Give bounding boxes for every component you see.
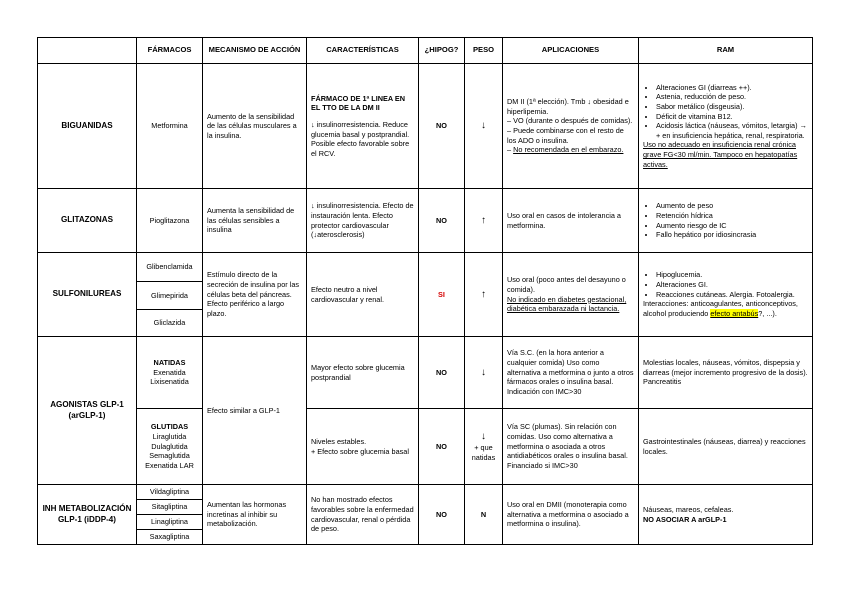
header-row — [38, 38, 813, 64]
peso-iddp4: N — [465, 485, 503, 545]
ram-iddp4 — [639, 485, 813, 545]
hipog-sulfonilureas: SI — [419, 253, 465, 337]
group-glitazonas: GLITAZONAS — [38, 189, 137, 253]
char-line: Niveles estables. — [311, 436, 367, 446]
header-mecanismo: MECANISMO DE ACCIÓN — [203, 38, 307, 64]
app-line: Uso oral (poco antes del desayuno o comida). — [507, 275, 626, 294]
ram-interactions-end: ?, ...). — [758, 308, 777, 318]
peso-glutidas-arrow: ↓ — [481, 431, 486, 443]
subgroup-natidas: NATIDAS — [153, 358, 186, 368]
drug-glibenclamida: Glibenclamida — [137, 253, 203, 282]
ram-item: • Acidosis láctica (náuseas, vómitos, letargia) → + en insuficiencia hepática, renal, respiratoria. — [656, 121, 808, 140]
characteristics-iddp4: No han mostrado efectos favorables sobre la enfermedad cardiovascular, renal o pérdida de peso. — [307, 485, 419, 545]
ram-list — [643, 201, 808, 240]
row-glutidas — [38, 409, 813, 485]
char-line: + Efecto sobre glucemia basal — [311, 446, 409, 456]
ram-item: • Astenia, reducción de peso. — [656, 92, 808, 102]
drug-dulaglutida: Dulaglutida — [151, 441, 188, 451]
ram-note-renal: Uso no adecuado en insuficiencia renal crónica grave FG<30 ml/min. Tampoco en hepatopatías activas. — [643, 140, 798, 169]
hipog-natidas: NO — [419, 337, 465, 409]
row-glitazonas — [38, 189, 813, 253]
characteristics-biguanidas — [307, 64, 419, 189]
applications-biguanidas — [503, 64, 639, 189]
group-sulfonilureas: SULFONILUREAS — [38, 253, 137, 337]
header-caracteristicas: CARACTERÍSTICAS — [307, 38, 419, 64]
peso-biguanidas: ↓ — [465, 64, 503, 189]
characteristics-natidas: Mayor efecto sobre glucemia postprandial — [307, 337, 419, 409]
app-warning-pregnancy: No indicado en diabetes gestacional, diabética embarazada ni lactancia. — [507, 294, 627, 314]
characteristics-glitazonas: ↓ insulinorresistencia. Efecto de instauración lenta. Efecto protector cardiovascular (↓aterosclerosis) — [307, 189, 419, 253]
row-natidas — [38, 337, 813, 409]
group-biguanidas: BIGUANIDAS — [38, 64, 137, 189]
mechanism-biguanidas: Aumento de la sensibilidad de las células musculares a la insulina. — [203, 64, 307, 189]
mechanism-sulfonilureas: Estímulo directo de la secreción de insulina por las células beta del páncreas. Efecto periférico a largo plazo. — [203, 253, 307, 337]
app-line: – VO (durante o después de comidas). — [507, 116, 633, 126]
app-line: – Puede combinarse con el resto de los ADO o insulina. — [507, 126, 624, 145]
ram-glutidas: Gastrointestinales (náuseas, diarrea) y reacciones locales. — [639, 409, 813, 485]
drug-vildagliptina: Vildagliptina — [137, 485, 203, 500]
applications-natidas: Vía S.C. (en la hora anterior a cualquier comida) Uso como alternativa a metformina o junto a otros fármacos orales o insulina basal. Indicación con IMC>30 — [503, 337, 639, 409]
applications-sulfonilureas — [503, 253, 639, 337]
group-arglp1: AGONISTAS GLP-1 (arGLP-1) — [38, 337, 137, 485]
char-first-line: FÁRMACO DE 1ª LINEA EN EL TTO DE LA DM II — [311, 93, 406, 113]
app-line — [507, 145, 634, 155]
drug-lixisenatida: Lixisenatida — [150, 377, 189, 387]
ram-line: Náuseas, mareos, cefaleas. — [643, 504, 734, 514]
ram-glitazonas — [639, 189, 813, 253]
header-blank — [38, 38, 137, 64]
header-farmacos: FÁRMACOS — [137, 38, 203, 64]
row-sulfonilureas — [38, 253, 813, 282]
mechanism-arglp1: Efecto similar a GLP-1 — [203, 337, 307, 485]
char-rcv: Posible efecto favorable sobre el RCV. — [311, 139, 410, 158]
drug-sitagliptina: Sitagliptina — [137, 500, 203, 515]
drug-glimepirida: Glimepirida — [137, 282, 203, 310]
hipog-iddp4: NO — [419, 485, 465, 545]
ram-item: • Retención hídrica — [656, 211, 808, 221]
mechanism-glitazonas: Aumenta la sensibilidad de las células sensibles a insulina — [203, 189, 307, 253]
ram-sulfonilureas — [639, 253, 813, 337]
ram-item: • Aumento riesgo de IC — [656, 221, 808, 231]
ram-item: • Alteraciones GI (diarreas ++). — [656, 83, 808, 93]
ram-list — [643, 83, 808, 141]
header-aplicaciones: APLICACIONES — [503, 38, 639, 64]
drug-pioglitazona: Pioglitazona — [137, 189, 203, 253]
drugs-natidas — [137, 337, 203, 409]
ram-item: • Fallo hepático por idiosincrasia — [656, 230, 808, 240]
drugs-glutidas — [137, 409, 203, 485]
mechanism-iddp4: Aumentan las hormonas incretinas al inhibir su metabolización. — [203, 485, 307, 545]
hipog-glutidas: NO — [419, 409, 465, 485]
app-warning-pregnancy: No recomendada en el embarazo. — [513, 145, 624, 155]
applications-glitazonas: Uso oral en casos de intolerancia a metformina. — [503, 189, 639, 253]
applications-glutidas: Vía SC (plumas). Sin relación con comidas. Uso como alternativa a metformina o asociada a otros antidiabéticos orales o insulina basal. Financiado si IMC>30 — [503, 409, 639, 485]
row-iddp4 — [38, 485, 813, 500]
ram-item: • Sabor metálico (disgeusia). — [656, 102, 808, 112]
drug-exenatida-lar: Exenatida LAR — [145, 460, 194, 470]
ram-item: • Alteraciones GI. — [656, 280, 808, 290]
app-dash: – — [507, 145, 514, 155]
drug-exenatida: Exenatida — [153, 367, 186, 377]
drug-gliclazida: Gliclazida — [137, 310, 203, 337]
char-insulin-resistance: ↓ insulinorresistencia. Reduce glucemia basal y postprandial. — [311, 119, 410, 139]
peso-sulfonilureas: ↑ — [465, 253, 503, 337]
drug-liraglutida: Liraglutida — [152, 432, 187, 442]
applications-iddp4: Uso oral en DMII (monoterapia como alternativa a metformina o asociado a metformina o insulina). — [503, 485, 639, 545]
subgroup-glutidas: GLUTIDAS — [150, 422, 189, 432]
header-hipog: ¿HIPOG? — [419, 38, 465, 64]
ram-item: • Déficit de vitamina B12. — [656, 112, 808, 122]
ram-interactions-text: Interacciones: anticoagulantes, anticonceptivos, alcohol produciendo — [643, 299, 798, 318]
drug-saxagliptina: Saxagliptina — [137, 530, 203, 545]
drug-semaglutida: Semaglutida — [149, 451, 190, 461]
characteristics-sulfonilureas: Efecto neutro a nivel cardiovascular y renal. — [307, 253, 419, 337]
ram-warning: NO ASOCIAR A arGLP-1 — [643, 514, 727, 524]
row-biguanidas — [38, 64, 813, 189]
ram-interactions — [643, 299, 808, 318]
hipog-glitazonas: NO — [419, 189, 465, 253]
drug-metformina: Metformina — [137, 64, 203, 189]
ram-item: • Reacciones cutáneas. Alergia. Fotoalergia. — [656, 290, 808, 300]
antidiabetic-drugs-table — [37, 37, 813, 545]
drug-linagliptina: Linagliptina — [137, 515, 203, 530]
characteristics-glutidas — [307, 409, 419, 485]
peso-glitazonas: ↑ — [465, 189, 503, 253]
peso-glutidas-note: + que natidas — [471, 443, 496, 463]
group-iddp4: INH METABOLIZACIÓN GLP-1 (iDDP-4) — [38, 485, 137, 545]
header-ram: RAM — [639, 38, 813, 64]
app-line: DM II (1ª elección). Tmb ↓ obesidad e hiperlipemia. — [507, 97, 629, 116]
ram-highlight-antabus: efecto antabús — [710, 308, 759, 318]
peso-glutidas — [465, 409, 503, 485]
ram-item: • Aumento de peso — [656, 201, 808, 211]
ram-natidas: Molestias locales, náuseas, vómitos, dispepsia y diarreas (mejor incremento progresivo de la dosis). Pancreatitis — [639, 337, 813, 409]
hipog-biguanidas: NO — [419, 64, 465, 189]
ram-biguanidas — [639, 64, 813, 189]
header-peso: PESO — [465, 38, 503, 64]
peso-natidas: ↓ — [465, 337, 503, 409]
ram-item: • Hipoglucemia. — [656, 270, 808, 280]
ram-list — [643, 270, 808, 299]
